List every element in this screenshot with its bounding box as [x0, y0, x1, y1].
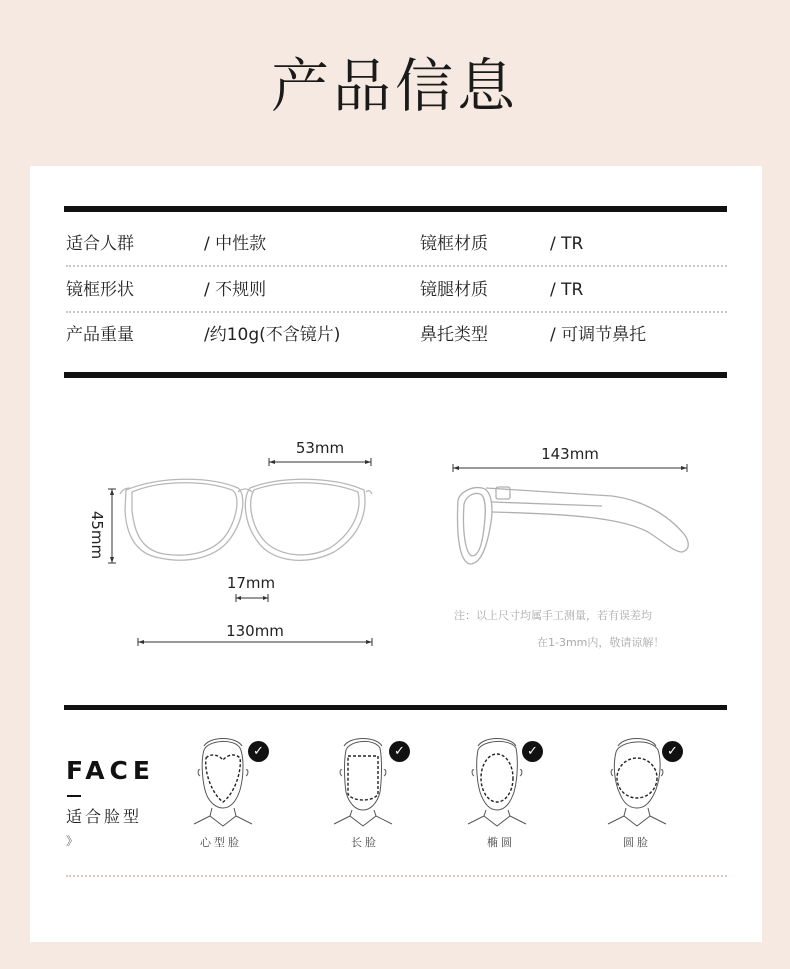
heart-face-check-icon: ✓ [248, 741, 269, 762]
measurement-note-line1: 注：以上尺寸均属手工测量，若有误差均 [454, 609, 652, 622]
long-face-label: 长脸 [351, 836, 379, 849]
spec-label-weight: 产品重量 [66, 325, 134, 345]
spec-value-nose-pad: / 可调节鼻托 [550, 325, 647, 345]
temple-length-label: 143mm [541, 445, 599, 463]
spec-value-weight: /约10g(不含镜片) [204, 325, 341, 345]
lens-height-line [106, 488, 118, 564]
round-face-check-icon: ✓ [662, 741, 683, 762]
top-rule [64, 206, 727, 212]
frame-width-line [137, 636, 373, 648]
bottom-divider [66, 875, 727, 877]
heart-face-illustration [190, 736, 256, 828]
round-face-illustration [604, 736, 670, 828]
page-title: 产品信息 [270, 52, 519, 120]
spec-label-frame-material: 镜框材质 [420, 234, 488, 254]
spec-value-frame-material: / TR [550, 234, 584, 254]
frame-width-label: 130mm [226, 622, 284, 640]
round-face-label: 圆脸 [623, 836, 651, 849]
oval-face-label: 椭圆 [487, 836, 515, 849]
lens-width-line [268, 456, 372, 468]
oval-face-check-icon: ✓ [522, 741, 543, 762]
spec-label-temple-material: 镜腿材质 [420, 280, 488, 300]
long-face-check-icon: ✓ [389, 741, 410, 762]
row-divider [66, 265, 727, 267]
spec-label-nose-pad: 鼻托类型 [420, 325, 488, 345]
face-subtitle: 适合脸型 [66, 807, 143, 826]
glasses-side-illustration [452, 478, 702, 568]
measurement-note-line2: 在1-3mm内，敬请谅解！ [537, 636, 665, 649]
glasses-front-illustration [100, 470, 390, 570]
spec-label-audience: 适合人群 [66, 234, 134, 254]
middle-rule [64, 372, 727, 378]
spec-value-frame-shape: / 不规则 [204, 280, 267, 300]
face-title: FACE [66, 756, 155, 785]
spec-value-temple-material: / TR [550, 280, 584, 300]
bridge-line [235, 592, 269, 604]
oval-face-illustration [464, 736, 530, 828]
temple-length-line [452, 462, 688, 474]
bridge-label: 17mm [226, 574, 276, 592]
lens-height-label: 45mm [88, 510, 106, 560]
chevron-right-icon: 》 [66, 834, 79, 848]
spec-value-audience: / 中性款 [204, 234, 267, 254]
lens-width-label: 53mm [295, 439, 345, 457]
long-face-illustration [330, 736, 396, 828]
heart-face-label: 心型脸 [200, 836, 242, 849]
face-title-dash [67, 795, 81, 797]
spec-label-frame-shape: 镜框形状 [66, 280, 134, 300]
row-divider [66, 311, 727, 313]
face-section-rule [64, 705, 727, 710]
